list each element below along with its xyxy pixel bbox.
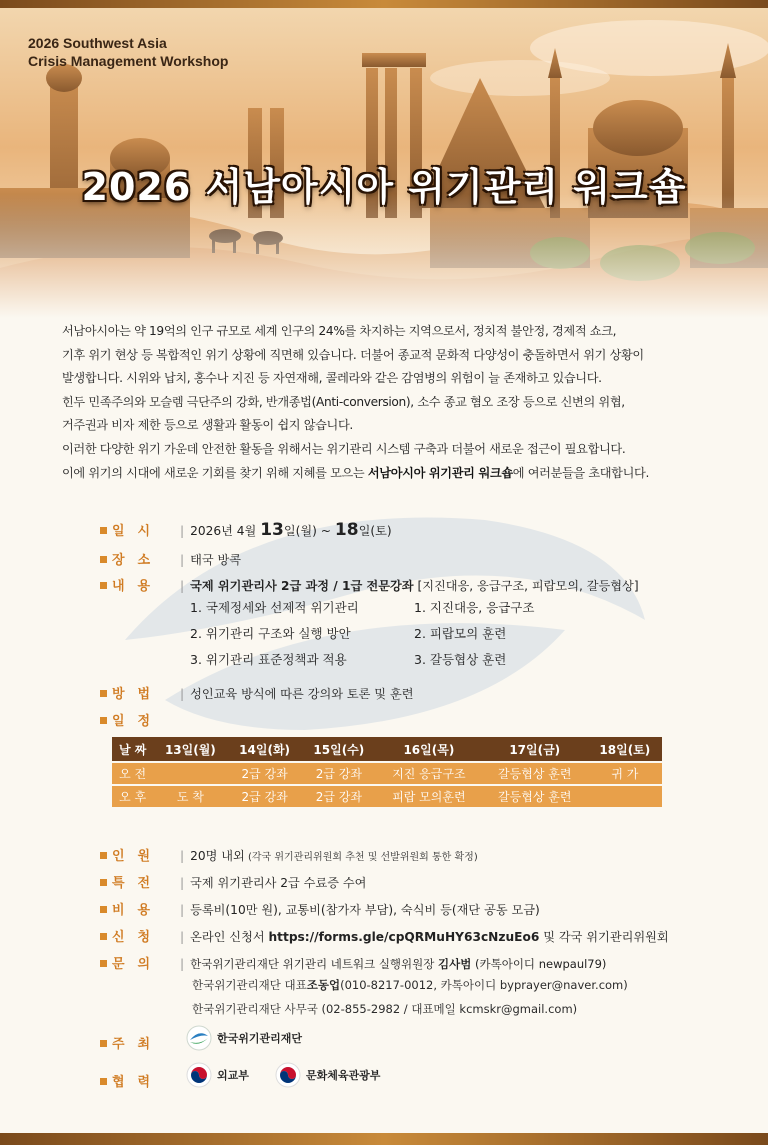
capacity-count: 20명 내외 — [190, 849, 245, 863]
schedule-header-cell: 14일(화) — [227, 737, 301, 761]
capacity-label: 인 원 — [112, 849, 151, 864]
english-title-line1: 2026 Southwest Asia — [28, 35, 167, 51]
capacity-value — [190, 847, 478, 864]
date-end-suffix: 일(토) — [358, 524, 392, 538]
schedule-table — [112, 735, 662, 809]
date-year-month: 2026년 4월 — [190, 524, 261, 538]
schedule-cell: 오 전 — [112, 763, 153, 784]
taegeuk-icon — [275, 1062, 301, 1088]
apply-row — [100, 926, 669, 945]
coop-name-mcst: 문화체육관광부 — [306, 1069, 381, 1082]
english-title-line2: Crisis Management Workshop — [28, 53, 229, 69]
intro-line: 기후 위기 현상 등 복합적인 위기 상황에 직면해 있습니다. 더불어 종교적 문화적 다양성이 충돌하면서 위기 상황이 — [62, 347, 644, 362]
schedule-header-cell: 15일(수) — [302, 737, 376, 761]
contact1-role: 한국위기관리재단 위기관리 네트워크 실행위원장 — [190, 957, 439, 971]
separator: | — [180, 849, 185, 863]
contact2-info: (010-8217-0012, 카톡아이디 byprayer@naver.com) — [340, 978, 628, 992]
bullet-square — [100, 582, 107, 589]
content-item: 1. 지진대응, 응급구조 — [414, 600, 535, 615]
schedule-cell: 2급 강좌 — [227, 786, 301, 807]
intro-line: 거주권과 비자 제한 등으로 생활과 활동이 쉽지 않습니다. — [62, 418, 353, 433]
host-row — [100, 1033, 176, 1052]
separator: | — [180, 876, 185, 890]
top-border — [0, 0, 768, 8]
date-start-day: 13 — [260, 520, 284, 540]
benefit-row — [100, 872, 366, 891]
contact1-name: 김사범 — [438, 957, 472, 971]
content-item: 2. 위기관리 구조와 실행 방안 — [190, 626, 351, 641]
schedule-cell: 귀 가 — [588, 763, 662, 784]
separator: | — [180, 579, 185, 593]
schedule-cell — [588, 786, 662, 807]
date-end-day: 18 — [334, 520, 359, 540]
separator: | — [180, 903, 185, 917]
separator: | — [180, 930, 185, 944]
capacity-note: (각국 위기관리위원회 추천 및 선발위원회 통한 확정) — [244, 852, 478, 863]
cost-value: 등록비(10만 원), 교통비(참가자 부담), 숙식비 등(재단 공동 모금) — [190, 903, 540, 917]
bullet-square — [100, 960, 107, 967]
english-title — [28, 34, 228, 70]
bullet-square — [100, 879, 107, 886]
schedule-header-cell: 17일(금) — [482, 737, 588, 761]
date-row — [100, 520, 392, 540]
schedule-cell: 피랍 모의훈련 — [376, 786, 482, 807]
apply-label: 신 청 — [112, 930, 151, 945]
bullet-square — [100, 906, 107, 913]
place-row — [100, 549, 241, 568]
schedule-row-morning — [112, 763, 662, 784]
schedule-cell — [153, 763, 227, 784]
content-item: 3. 갈등협상 훈련 — [414, 652, 507, 667]
bullet-square — [100, 1078, 107, 1085]
separator: | — [180, 524, 185, 538]
place-value: 태국 방콕 — [190, 553, 242, 567]
content-row — [100, 575, 639, 594]
schedule-header-cell: 날 짜 — [112, 737, 153, 761]
content-value — [190, 577, 638, 594]
schedule-cell: 오 후 — [112, 786, 153, 807]
intro-line — [62, 462, 722, 486]
contact-line-1 — [190, 956, 606, 972]
apply-prefix: 온라인 신청서 — [190, 930, 269, 944]
schedule-header-cell: 18일(토) — [588, 737, 662, 761]
content-item: 3. 위기관리 표준정책과 적용 — [190, 652, 347, 667]
host-logo — [186, 1025, 302, 1051]
separator: | — [180, 957, 185, 971]
method-row — [100, 683, 414, 702]
intro-last-post: 에 여러분들을 초대합니다. — [512, 465, 649, 480]
contact1-info: (카톡아이디 newpaul79) — [471, 957, 607, 971]
bullet-square — [100, 1040, 107, 1047]
content-topics: [지진대응, 응급구조, 피랍모의, 갈등협상] — [413, 579, 639, 593]
foundation-logo-icon — [186, 1025, 212, 1051]
content-label: 내 용 — [112, 579, 151, 594]
schedule-cell: 도 착 — [153, 786, 227, 807]
date-middle: 일(월) ~ — [283, 524, 335, 538]
bullet-square — [100, 690, 107, 697]
coop-name-mofa: 외교부 — [217, 1069, 249, 1082]
bullet-square — [100, 933, 107, 940]
taegeuk-icon — [186, 1062, 212, 1088]
intro-line: 발생합니다. 시위와 납치, 홍수나 지진 등 자연재해, 콜레라와 같은 감염병의 위험이 늘 존재하고 있습니다. — [62, 371, 602, 386]
schedule-cell: 갈등협상 훈련 — [482, 763, 588, 784]
contact-label: 문 의 — [112, 957, 151, 972]
intro-line: 힌두 민족주의와 모슬렘 극단주의 강화, 반개종법(Anti-conversion), 소수 종교 혐오 조장 등으로 신변의 위협, — [62, 394, 625, 409]
bullet-square — [100, 717, 107, 724]
apply-value — [190, 928, 669, 945]
contact2-name: 조동업 — [306, 978, 341, 992]
apply-suffix: 및 각국 위기관리위원회 — [539, 930, 669, 944]
bullet-square — [100, 527, 107, 534]
schedule-row-afternoon — [112, 786, 662, 807]
cost-row — [100, 899, 540, 918]
host-label: 주 최 — [112, 1037, 151, 1052]
method-label: 방 법 — [112, 687, 151, 702]
content-item: 2. 피랍모의 훈련 — [414, 626, 507, 641]
apply-form-link[interactable]: https://forms.gle/cpQRMuHY63cNzuEo6 — [268, 930, 540, 944]
intro-last-pre: 이에 위기의 시대에 새로운 기회를 찾기 위해 지혜를 모으는 — [62, 465, 368, 480]
schedule-header-cell: 13일(월) — [153, 737, 227, 761]
schedule-cell: 2급 강좌 — [302, 786, 376, 807]
hero-illustration — [0, 8, 768, 318]
coop-logo-mcst — [275, 1062, 380, 1088]
separator: | — [180, 553, 185, 567]
benefit-label: 특 전 — [112, 876, 151, 891]
contact-line-3: 한국위기관리재단 사무국 (02-855-2982 / 대표메일 kcmskr@gmail.com) — [192, 1002, 578, 1016]
coop-logo-mofa — [186, 1062, 249, 1088]
method-value: 성인교육 방식에 따른 강의와 토론 및 훈련 — [190, 687, 414, 701]
schedule-cell: 2급 강좌 — [302, 763, 376, 784]
contact-line-2 — [192, 977, 628, 993]
schedule-row — [100, 710, 176, 729]
capacity-row — [100, 845, 478, 864]
schedule-header-cell: 16일(목) — [376, 737, 482, 761]
bullet-square — [100, 556, 107, 563]
coop-row — [100, 1071, 176, 1090]
intro-line: 이러한 다양한 위기 가운데 안전한 활동을 위해서는 위기관리 시스템 구축과 더불어 새로운 접근이 필요합니다. — [62, 441, 626, 456]
separator: | — [180, 687, 185, 701]
cost-label: 비 용 — [112, 903, 151, 918]
host-name: 한국위기관리재단 — [217, 1032, 303, 1045]
content-course: 국제 위기관리사 2급 과정 / 1급 전문강좌 — [190, 579, 414, 593]
coop-label: 협 력 — [112, 1075, 151, 1090]
main-title: 2026 서남아시아 위기관리 워크숍 — [81, 165, 687, 209]
place-label: 장 소 — [112, 553, 151, 568]
contact-row — [100, 953, 606, 972]
intro-line: 서남아시아는 약 19억의 인구 규모로 세계 인구의 24%를 차지하는 지역으로서, 정치적 불안정, 경제적 쇼크, — [62, 324, 617, 338]
intro-workshop-name: 서남아시아 위기관리 워크숍 — [367, 465, 513, 480]
bullet-square — [100, 852, 107, 859]
schedule-cell: 2급 강좌 — [227, 763, 301, 784]
intro-text — [62, 320, 722, 485]
schedule-label: 일 정 — [112, 714, 151, 729]
schedule-cell: 갈등협상 훈련 — [482, 786, 588, 807]
benefit-value: 국제 위기관리사 2급 수료증 수여 — [190, 876, 367, 890]
contact2-role: 한국위기관리재단 대표 — [192, 978, 307, 992]
bottom-border — [0, 1133, 768, 1145]
watermark-swoosh — [105, 460, 665, 760]
content-item: 1. 국제정세와 선제적 위기관리 — [190, 600, 359, 615]
schedule-header-row — [112, 737, 662, 761]
date-label: 일 시 — [112, 524, 151, 539]
date-value — [190, 520, 392, 540]
schedule-cell: 지진 응급구조 — [376, 763, 482, 784]
